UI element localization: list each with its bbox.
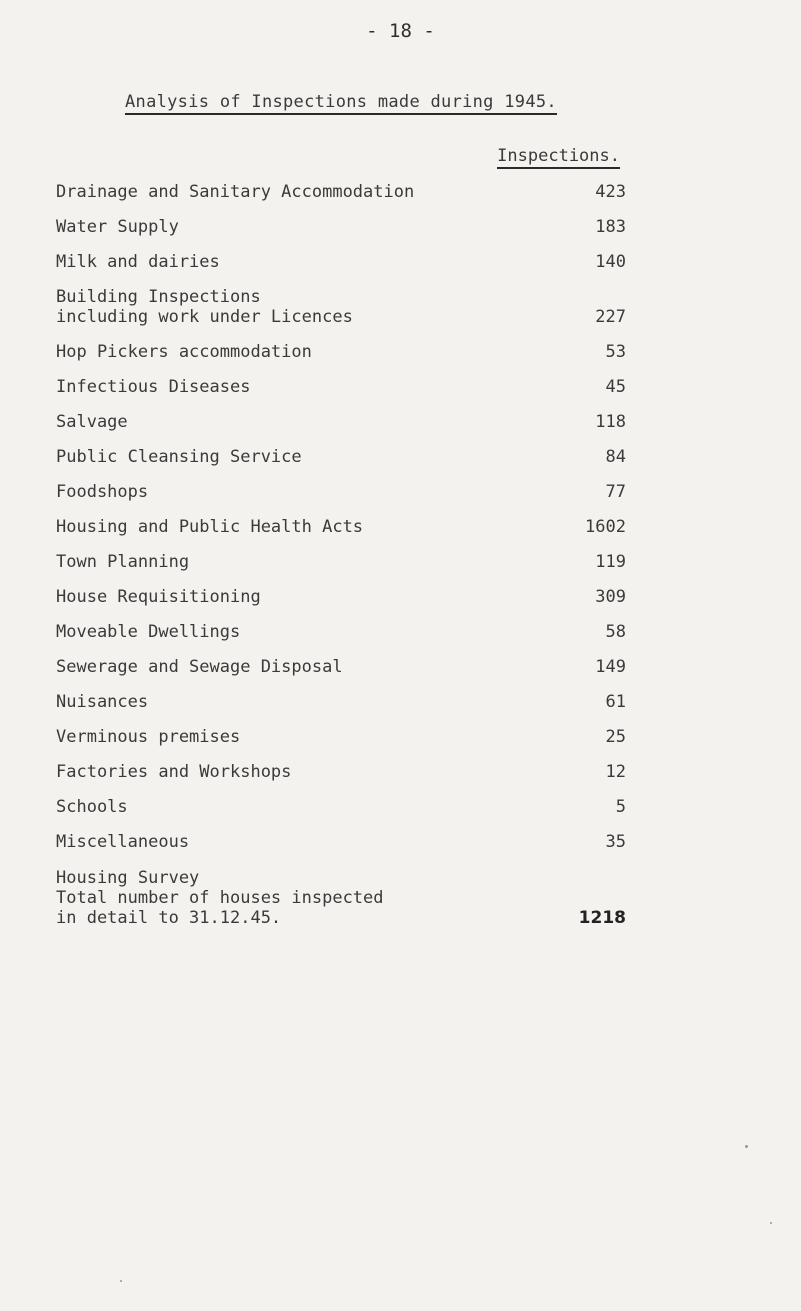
- table-row: [56, 517, 626, 537]
- row-label: Schools: [56, 797, 128, 817]
- table-row: [56, 622, 626, 642]
- table-row: [56, 342, 626, 362]
- table-row-total: [56, 868, 626, 928]
- row-label: Milk and dairies: [56, 252, 220, 272]
- row-value: 140: [595, 252, 626, 272]
- row-label: Nuisances: [56, 692, 149, 712]
- table-row: [56, 727, 626, 747]
- row-value: 58: [605, 622, 626, 642]
- row-value: 45: [605, 377, 626, 397]
- row-label: Building Inspections including work under Licences: [56, 287, 353, 327]
- row-value: 423: [595, 182, 626, 202]
- row-label: Salvage: [56, 412, 128, 432]
- column-header-label: Inspections.: [497, 146, 620, 169]
- table-row: [56, 692, 626, 712]
- row-label: Drainage and Sanitary Accommodation: [56, 182, 415, 202]
- row-value: 77: [605, 482, 626, 502]
- row-value: 119: [595, 552, 626, 572]
- table-row: [56, 797, 626, 817]
- row-label: Town Planning: [56, 552, 190, 572]
- row-value: 118: [595, 412, 626, 432]
- paper-speck: [120, 1280, 122, 1282]
- paper-speck: [745, 1145, 748, 1148]
- row-value: 25: [605, 727, 626, 747]
- table-row: [56, 482, 626, 502]
- row-value: 183: [595, 217, 626, 237]
- table-row: [56, 182, 626, 202]
- row-label: Water Supply: [56, 217, 179, 237]
- row-value: 5: [615, 797, 626, 817]
- row-value: 12: [605, 762, 626, 782]
- table-row: [56, 762, 626, 782]
- row-label: Infectious Diseases: [56, 377, 251, 397]
- row-value: 53: [605, 342, 626, 362]
- table-row: [56, 287, 626, 327]
- paper-speck: [770, 1222, 772, 1224]
- row-label: Hop Pickers accommodation: [56, 342, 312, 362]
- row-value: 309: [595, 587, 626, 607]
- row-label: Housing and Public Health Acts: [56, 517, 364, 537]
- row-value: 35: [605, 832, 626, 852]
- table-row: [56, 447, 626, 467]
- row-value: 149: [595, 657, 626, 677]
- table-row: [56, 657, 626, 677]
- table-row: [56, 377, 626, 397]
- row-label: Foodshops: [56, 482, 149, 502]
- table-row: [56, 587, 626, 607]
- row-label: Moveable Dwellings: [56, 622, 241, 642]
- row-value: 61: [605, 692, 626, 712]
- row-label: Verminous premises: [56, 727, 241, 747]
- table-row: [56, 552, 626, 572]
- page-number: - 18 -: [366, 20, 435, 42]
- row-value: 1602: [585, 517, 626, 537]
- table-row: [56, 252, 626, 272]
- row-label: Miscellaneous: [56, 832, 190, 852]
- row-label: Housing Survey Total number of houses inspected in detail to 31.12.45.: [56, 868, 384, 928]
- row-label: Public Cleansing Service: [56, 447, 302, 467]
- page-title: Analysis of Inspections made during 1945.: [125, 92, 557, 115]
- row-label: Sewerage and Sewage Disposal: [56, 657, 343, 677]
- row-label: House Requisitioning: [56, 587, 261, 607]
- row-label: Factories and Workshops: [56, 762, 292, 782]
- row-value: 227: [595, 307, 626, 327]
- row-value: 1218: [578, 908, 626, 928]
- row-value: 84: [605, 447, 626, 467]
- table-row: [56, 217, 626, 237]
- table-row: [56, 832, 626, 852]
- column-header: [420, 146, 620, 166]
- table-row: [56, 412, 626, 432]
